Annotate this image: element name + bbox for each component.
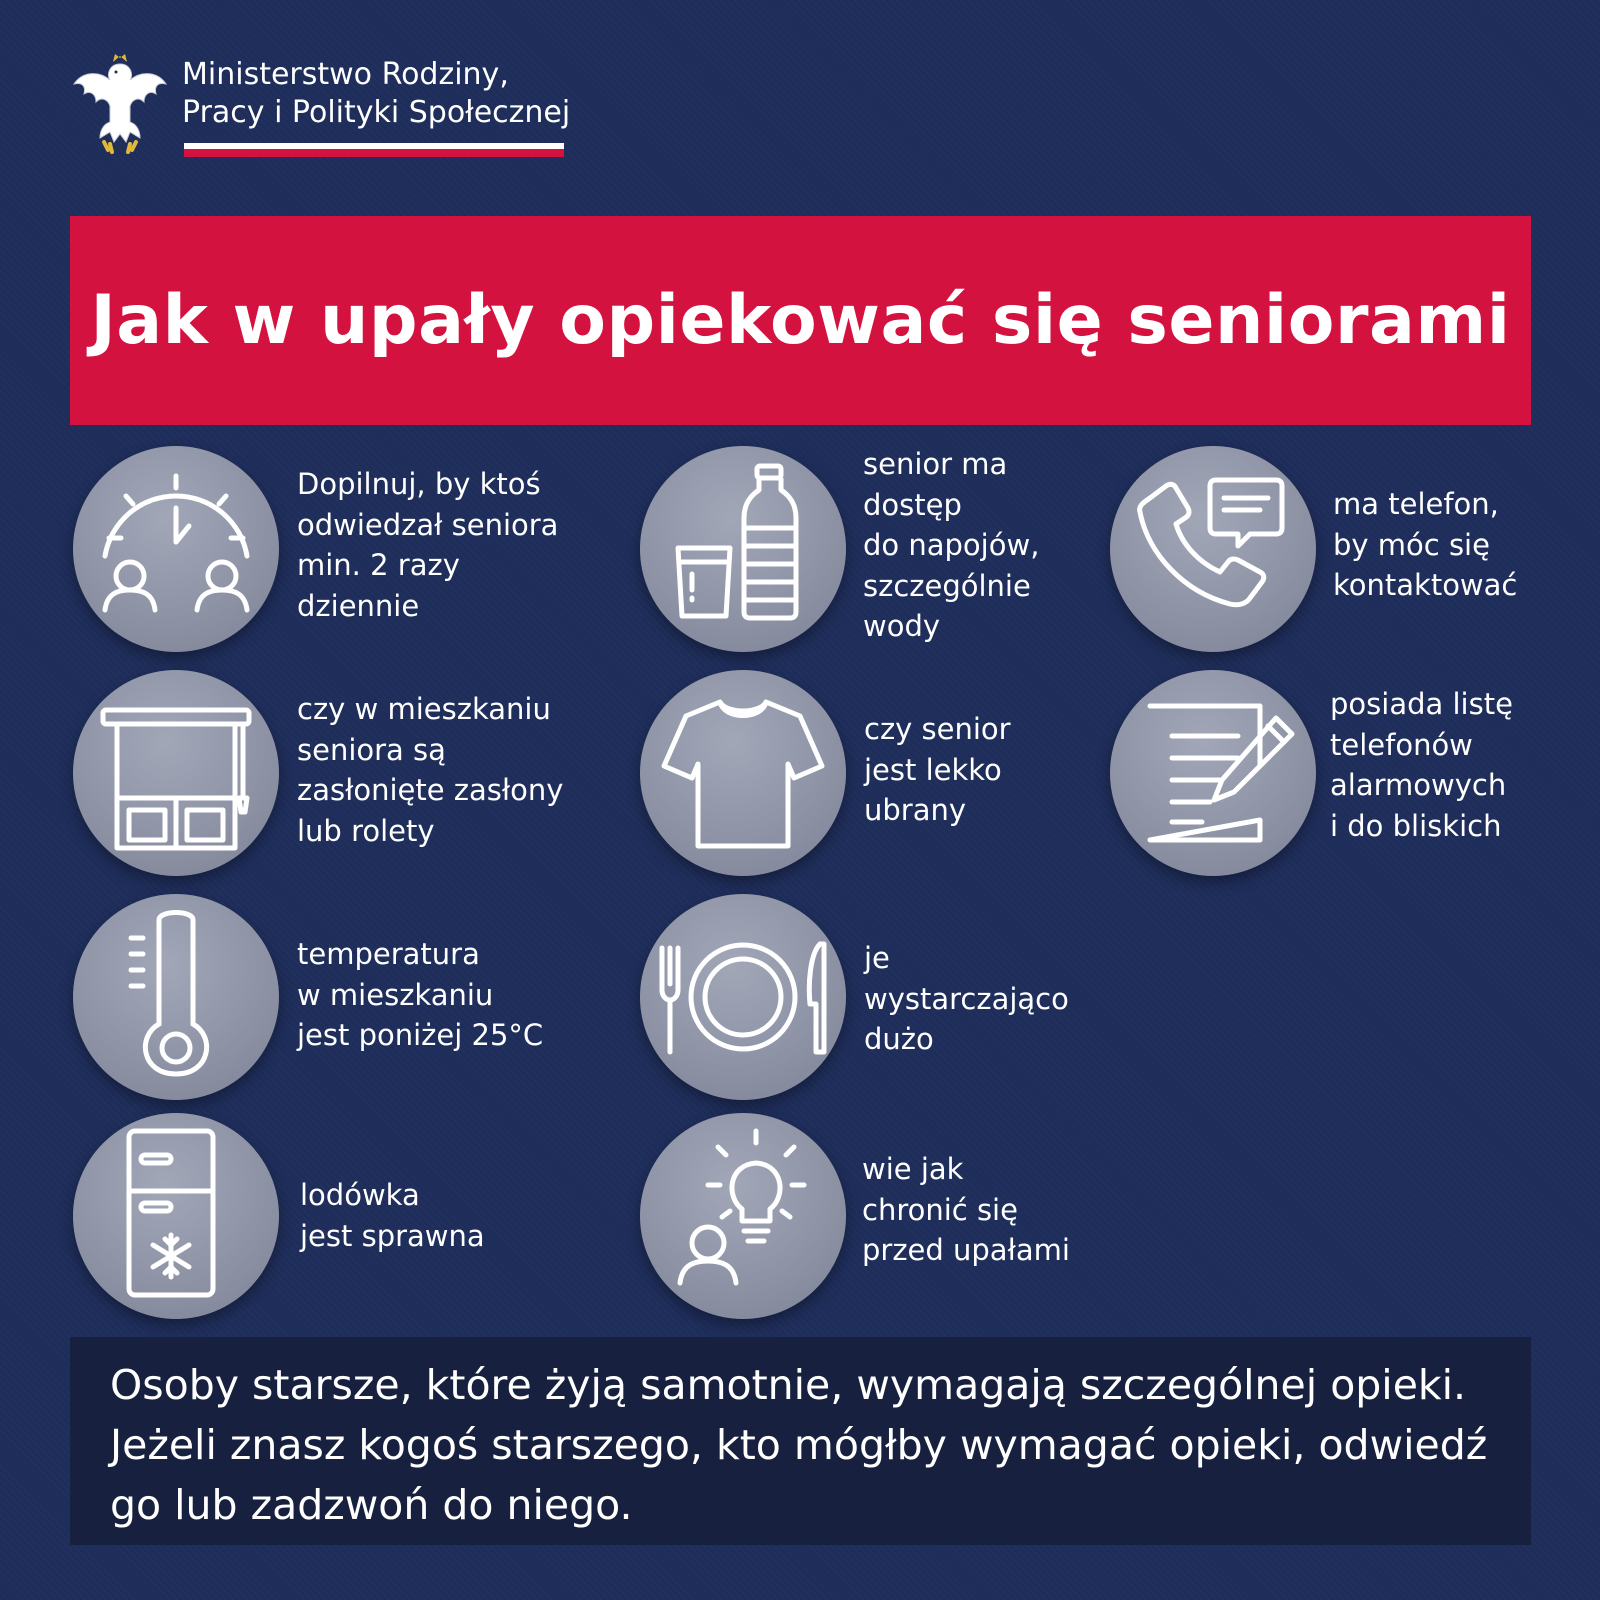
person-lightbulb-icon <box>640 1113 846 1319</box>
title-banner <box>70 216 1531 425</box>
fridge-circle <box>73 1113 279 1319</box>
notepad-pencil-icon <box>1110 670 1316 876</box>
tip-text-contacts: posiada listę telefonów alarmowych i do bliskich <box>1330 687 1513 843</box>
clock-visitors-icon <box>73 446 279 652</box>
tip-text-food: je wystarczająco dużo <box>864 941 1069 1056</box>
tip-text-clothing: czy senior jest lekko ubrany <box>864 712 1011 827</box>
temperature-circle <box>73 894 279 1100</box>
blinds-circle <box>73 670 279 876</box>
clothing-circle <box>640 670 846 876</box>
tip-text-phone: ma telefon, by móc się kontaktować <box>1333 487 1518 602</box>
tshirt-icon <box>640 670 846 876</box>
tip-text-fridge: lodówka jest sprawna <box>300 1178 485 1253</box>
ministry-logo <box>70 50 590 160</box>
phone-circle <box>1110 446 1316 652</box>
visits-circle <box>73 446 279 652</box>
eagle-emblem-icon <box>70 50 170 155</box>
contacts-circle <box>1110 670 1316 876</box>
footer-message-box <box>70 1337 1531 1545</box>
page-title: Jak w upały opiekować się seniorami <box>90 281 1511 360</box>
refrigerator-icon <box>73 1113 279 1319</box>
tip-text-drinks: senior ma dostęp do napojów, szczególnie wody <box>863 447 1040 643</box>
tip-text-temperature: temperatura w mieszkaniu jest poniżej 25°C <box>297 937 544 1052</box>
ministry-name-line2: Pracy i Polityki Społecznej <box>182 95 571 130</box>
tip-text-blinds: czy w mieszkaniu seniora są zasłonięte zasłony lub rolety <box>297 692 564 848</box>
drinks-circle <box>640 446 846 652</box>
water-bottle-glass-icon <box>640 446 846 652</box>
tip-text-visits: Dopilnuj, by ktoś odwiedzał seniora min. 2 razy dziennie <box>297 467 559 623</box>
knowledge-circle <box>640 1113 846 1319</box>
phone-message-icon <box>1110 446 1316 652</box>
ministry-name-line1: Ministerstwo Rodziny, <box>182 57 509 92</box>
tip-text-knowledge: wie jak chronić się przed upałami <box>862 1152 1070 1267</box>
plate-cutlery-icon <box>640 894 846 1100</box>
food-circle <box>640 894 846 1100</box>
window-blinds-icon <box>73 670 279 876</box>
polish-flag-stripe <box>184 143 564 157</box>
thermometer-icon <box>73 894 279 1100</box>
footer-message: Osoby starsze, które żyją samotnie, wymagają szczególnej opieki. Jeżeli znasz kogoś starszego, kto mógłby wymagać opieki, odwiedź go lub zadzwoń do niego. <box>110 1361 1488 1529</box>
